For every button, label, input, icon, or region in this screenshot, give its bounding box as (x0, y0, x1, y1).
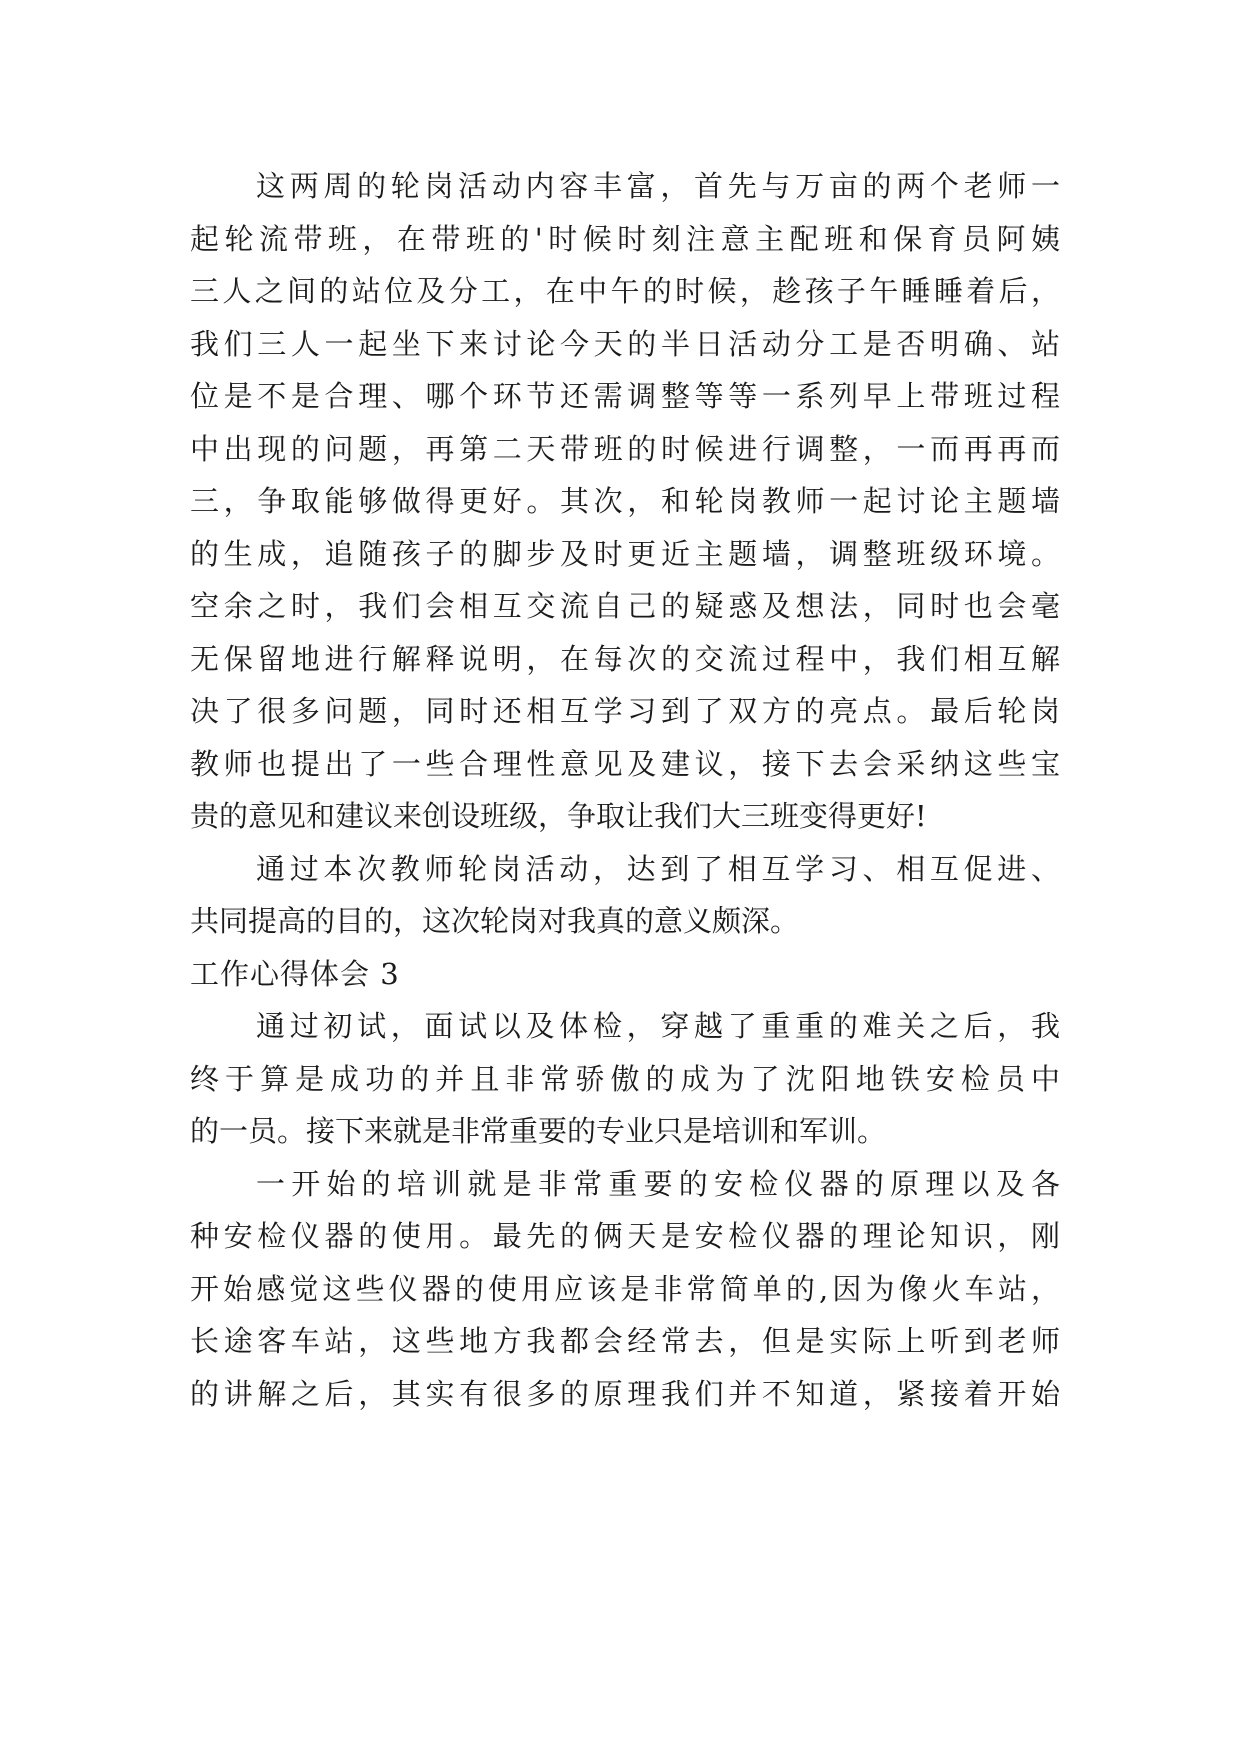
text-line: 我们三人一起坐下来讨论今天的半日活动分工是否明确、站 (190, 326, 1060, 361)
text-line: 教师也提出了一些合理性意见及建议，接下去会采纳这些宝 (190, 746, 1060, 781)
text-line: 一开始的培训就是非常重要的安检仪器的原理以及各 (256, 1166, 1060, 1201)
text-line: 无保留地进行解释说明，在每次的交流过程中，我们相互解 (190, 641, 1060, 676)
text-line: 中出现的问题，再第二天带班的时候进行调整，一而再再而 (190, 431, 1060, 466)
text-line: 的一员。接下来就是非常重要的专业只是培训和军训。 (190, 1114, 887, 1148)
text-line: 决了很多问题，同时还相互学习到了双方的亮点。最后轮岗 (190, 694, 1060, 728)
paragraph-3 (190, 1000, 1060, 1158)
heading-text: 工作心得体会 3 (190, 956, 400, 991)
text-line: 的讲解之后，其实有很多的原理我们并不知道，紧接着开始 (190, 1376, 1060, 1411)
paragraph-4 (190, 1158, 1060, 1421)
text-line: 三，争取能够做得更好。其次，和轮岗教师一起讨论主题墙 (190, 484, 1060, 518)
paragraph-2 (190, 843, 1060, 948)
text-line: 这两周的轮岗活动内容丰富，首先与万亩的两个老师一 (256, 169, 1060, 203)
text-line: 空余之时，我们会相互交流自己的疑惑及想法，同时也会毫 (190, 589, 1060, 623)
text-line: 起轮流带班，在带班的'时候时刻注意主配班和保育员阿姨 (190, 221, 1060, 256)
text-line: 开始感觉这些仪器的使用应该是非常简单的,因为像火车站， (190, 1271, 1060, 1306)
document-body (190, 160, 1060, 1420)
text-line: 的生成，追随孩子的脚步及时更近主题墙，调整班级环境。 (190, 536, 1060, 571)
text-line: 终于算是成功的并且非常骄傲的成为了沈阳地铁安检员中 (190, 1061, 1060, 1096)
section-heading (190, 948, 1060, 1001)
text-line: 贵的意见和建议来创设班级，争取让我们大三班变得更好! (190, 799, 927, 833)
paragraph-1 (190, 160, 1060, 843)
text-line: 位是不是合理、哪个环节还需调整等等一系列早上带班过程 (190, 379, 1060, 413)
text-line: 通过初试，面试以及体检，穿越了重重的难关之后，我 (256, 1009, 1060, 1043)
text-line: 通过本次教师轮岗活动，达到了相互学习、相互促进、 (256, 851, 1060, 886)
text-line: 共同提高的目的，这次轮岗对我真的意义颇深。 (190, 904, 800, 938)
text-line: 三人之间的站位及分工，在中午的时候，趁孩子午睡睡着后， (190, 274, 1060, 308)
text-line: 种安检仪器的使用。最先的俩天是安检仪器的理论知识，刚 (190, 1219, 1060, 1253)
text-line: 长途客车站，这些地方我都会经常去，但是实际上听到老师 (190, 1324, 1060, 1358)
